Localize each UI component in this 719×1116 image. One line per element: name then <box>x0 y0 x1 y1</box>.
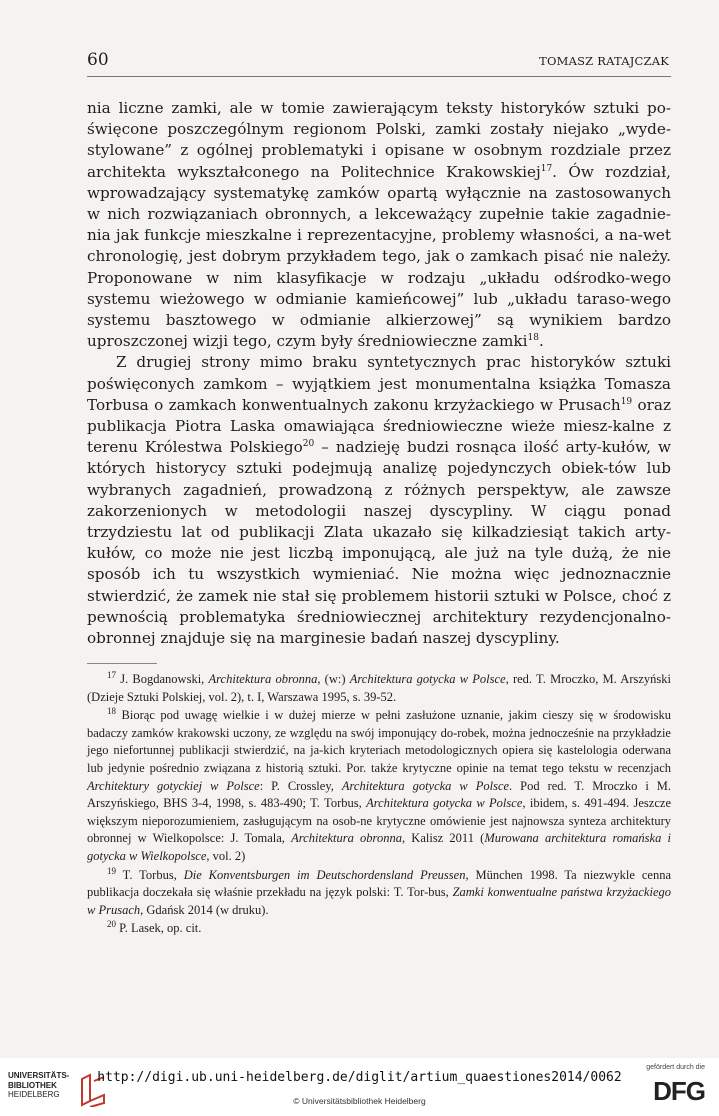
footnote-17-text: J. Bogdanowski, <box>116 672 209 686</box>
footnote-18-title: Architektura gotycka w Polsce <box>341 778 510 793</box>
main-text <box>87 98 671 649</box>
footnote-20-number: 20 <box>107 919 116 930</box>
footnote-17-text: , (w:) <box>317 672 350 686</box>
footnote-19-number: 19 <box>107 865 116 876</box>
footnote-ref-18[interactable]: 18 <box>527 333 539 344</box>
footnote-20-text: P. Lasek, op. cit. <box>116 921 202 936</box>
footnote-18-text: Biorąc pod uwagę wielkie i w dużej mierze w pełni zasłużone uznanie, jakim cieszy się w środowisku badaczy zamków krakowski uczony, ze względu na swój imponujący do-robek, można jednocześnie na przykładzie jego niefortunnej publikacji stwierdzić, na ja-kich kryteriach metodologicznych opiera się kastelologia oderwana lub jedynie pośrednio związana z historią sztuki. Por. także krytyczne opinie na temat tego tekstu w recenzjach <box>87 708 671 775</box>
footnote-18-text: , ibidem, s. 491-494. Jeszcze większym nieporozumieniem, zasługującym na osob-ne krytyczne omówienie jest najnowsza synteza architektury obronnej w Wielkopolsce: J. Tomala, <box>87 796 671 846</box>
footnote-18-number: 18 <box>107 706 116 717</box>
funder-mark: DFG <box>653 1076 705 1106</box>
footnote-20 <box>87 920 671 938</box>
footnote-18 <box>87 707 671 865</box>
footnote-17-number: 17 <box>107 669 116 680</box>
footnote-19-title: Die Konventsburgen im Deutschordensland Preussen <box>183 867 466 882</box>
footnote-18-title: Architektura obronna <box>291 831 402 846</box>
footnote-ref-19[interactable]: 19 <box>620 396 633 407</box>
paragraph-1-text-b: . Ów rozdział, wprowadzający systematykę zamków opartą wyłącznie na zastosowanych w nich rozwiązaniach obronnych, a lekceważący zupełnie takie zagadnie-nia jak funkcje mieszkalne i reprezentacyjne, problemy własności, a na-wet chronologię, jest dobrym przykładem tego, jak o zamkach pisać nie należy. Proponowane w nim klasyfikacje w rodzaju „układu odśrodko-wego systemu wieżowego w odmianie kamieńcowej” lub „układu taraso-wego systemu basztowego w odmianie alkierzowej” są wynikiem bardzo uproszczonej wizji tego, czym były średniowieczne zamki <box>87 162 671 351</box>
footnote-17-text: , red. T. Mroczko, M. Arszyński (Dzieje Sztuki Polskiej, vol. 2), t. I, Warszawa 1995, s. 39-52. <box>87 672 671 704</box>
running-header <box>87 50 671 77</box>
footnote-18-text: . Pod red. T. Mroczko i M. Arszyńskiego, BHS 3-4, 1998, s. 483-490; T. Torbus, <box>87 778 672 811</box>
paragraph-1 <box>87 98 671 352</box>
footnote-19-title: Zamki konwentualne państwa krzyżackiego w Prusach <box>87 885 671 917</box>
footnote-18-text: , Kalisz 2011 ( <box>401 831 485 846</box>
paragraph-2 <box>87 352 671 649</box>
footnote-19-text: T. Torbus, <box>116 867 184 882</box>
footnote-18-text: : P. Crossley, <box>259 778 342 793</box>
digitization-footer <box>0 1058 719 1116</box>
paragraph-2-text-c: – nadzieję budzi rosnąca ilość arty-kułów, w których historycy sztuki podejmują analizę pojedynczych obiek-tów lub wybranych zagadnień, prowadzoną z różnych perspektyw, ale zawsze zakorzenionych w metodologii naszej dyscypliny. W ciągu ponad trzydziestu lat od publikacji Zlata ukazało się kilkadziesiąt takich arty-kułów, co może nie jest liczbą imponującą, ale już na tyle dużą, że nie sposób ich tu wszystkich wymieniać. Nie można więc jednoznacznie stwierdzić, że zamek nie stał się problemem historii sztuki w Polsce, choć z pewnością problematyka średniowiecznej architektury rezydencjonalno-obronnej znajduje się na marginesie badań naszej dyscypliny. <box>87 438 671 648</box>
footnote-19-text: , München 1998. Ta niezwykle cenna publikacja doczekała się właśnie przekładu na język polski: T. Tor-bus, <box>87 867 671 900</box>
page-number: 60 <box>87 50 109 70</box>
paragraph-1-text-c: . <box>538 332 544 351</box>
funder-label: gefördert durch die <box>646 1064 705 1071</box>
copyright-notice: © Universitätsbibliothek Heidelberg <box>293 1096 426 1106</box>
footnote-19-text: , Gdańsk 2014 (w druku). <box>140 902 269 917</box>
footnote-17-title: Architektura obronna <box>208 672 318 686</box>
footnote-ref-17[interactable]: 17 <box>540 163 553 174</box>
dfg-logo[interactable] <box>625 1064 705 1110</box>
footnote-18-text: , vol. 2) <box>206 848 246 863</box>
footnote-18-title: Architektury gotyckiej w Polsce <box>87 778 260 793</box>
permalink-url[interactable]: http://digi.ub.uni-heidelberg.de/diglit/artium_quaestiones2014/0062 <box>97 1070 622 1085</box>
footnote-17 <box>87 671 671 706</box>
library-name-line: UNIVERSITÄTS- <box>8 1071 70 1080</box>
footnote-18-title: Murowana architektura romańska i gotycka w Wielkopolsce <box>87 831 671 863</box>
footnote-divider <box>87 663 157 664</box>
paragraph-2-text-b: oraz publikacja Piotra Laska omawiająca średniowieczne wieże miesz-kalne z terenu Królestwa Polskiego <box>87 395 671 457</box>
footnote-19 <box>87 867 671 920</box>
paragraph-1-text-a: nia liczne zamki, ale w tomie zawierającym teksty historyków sztuki po-święcone poszczególnym regionom Polski, zamki zostały niejako „wyde-stylowane” z ogólnej problematyki i opisane w osobnym rozdziale przez architekta wykształconego na Politechnice Krakowskiej <box>87 99 671 181</box>
footnote-18-title: Architektura gotycka w Polsce <box>366 796 523 811</box>
footnote-ref-20[interactable]: 20 <box>302 439 315 450</box>
running-head-author: TOMASZ RATAJCZAK <box>539 54 669 68</box>
library-name-line: BIBLIOTHEK <box>8 1080 57 1090</box>
footnote-17-title: Architektura gotycka w Polsce <box>349 672 506 686</box>
library-name-line: HEIDELBERG <box>8 1090 60 1099</box>
paragraph-2-text-a: Z drugiej strony mimo braku syntetycznych prac historyków sztuki poświęconych zamkom – wyjątkiem jest monumentalna książka Tomasza Torbusa o zamkach konwentualnych zakonu krzyżackiego w Prusach <box>87 353 671 414</box>
footnotes <box>87 671 671 939</box>
